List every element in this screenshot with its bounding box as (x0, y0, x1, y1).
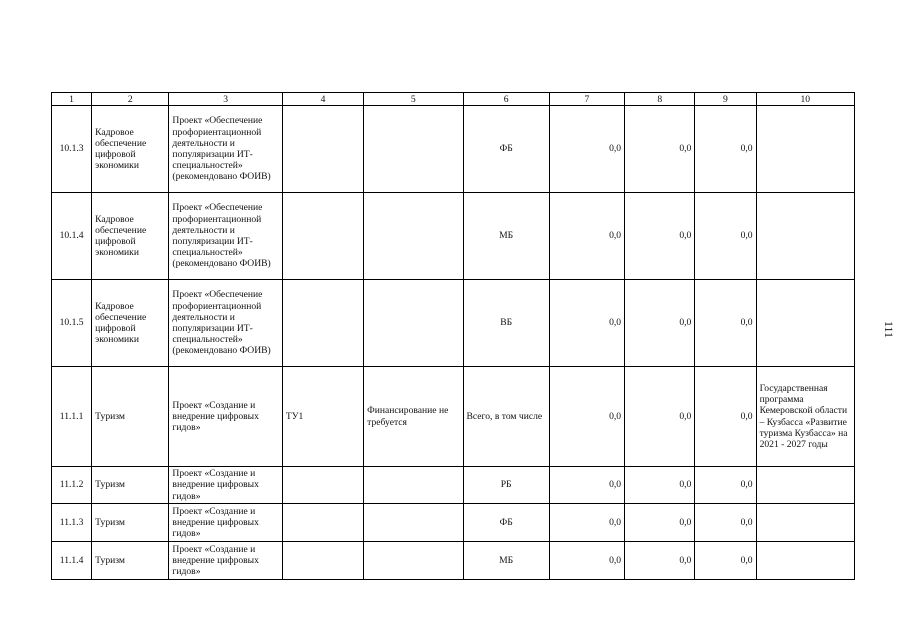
column-header: 7 (549, 93, 624, 106)
program-cell (756, 280, 854, 367)
code-cell: ТУ1 (282, 367, 363, 467)
code-cell (282, 467, 363, 504)
column-header: 10 (756, 93, 854, 106)
program-cell (756, 106, 854, 193)
row-number-cell: 11.1.3 (52, 504, 92, 542)
value-cell-9: 0,0 (695, 542, 756, 580)
value-cell-8: 0,0 (625, 467, 695, 504)
value-cell-8: 0,0 (625, 504, 695, 542)
table-body (52, 106, 855, 580)
value-cell-9: 0,0 (695, 280, 756, 367)
program-cell (756, 504, 854, 542)
financing-cell (364, 193, 463, 280)
table-row (52, 280, 855, 367)
column-header: 5 (364, 93, 463, 106)
program-cell (756, 542, 854, 580)
area-cell: Туризм (92, 504, 169, 542)
page-number: 111 (882, 320, 897, 339)
code-cell (282, 193, 363, 280)
source-cell: ФБ (463, 106, 549, 193)
value-cell-7: 0,0 (549, 280, 624, 367)
area-cell: Кадровое обеспечение цифровой экономики (92, 193, 169, 280)
value-cell-7: 0,0 (549, 106, 624, 193)
project-cell: Проект «Создание и внедрение цифровых гидов» (169, 504, 282, 542)
value-cell-8: 0,0 (625, 280, 695, 367)
source-cell: ФБ (463, 504, 549, 542)
budget-table (51, 92, 855, 580)
financing-cell (364, 542, 463, 580)
financing-cell (364, 106, 463, 193)
value-cell-7: 0,0 (549, 467, 624, 504)
value-cell-7: 0,0 (549, 504, 624, 542)
value-cell-8: 0,0 (625, 542, 695, 580)
table-row (52, 367, 855, 467)
project-cell: Проект «Создание и внедрение цифровых гидов» (169, 542, 282, 580)
column-header: 3 (169, 93, 282, 106)
project-cell: Проект «Создание и внедрение цифровых гидов» (169, 367, 282, 467)
column-header: 4 (282, 93, 363, 106)
source-cell: Всего, в том числе (463, 367, 549, 467)
value-cell-7: 0,0 (549, 367, 624, 467)
project-cell: Проект «Обеспечение профориентационной деятельности и популяризации ИТ-специальностей» (рекомендовано ФОИВ) (169, 280, 282, 367)
value-cell-9: 0,0 (695, 193, 756, 280)
area-cell: Туризм (92, 467, 169, 504)
financing-cell (364, 280, 463, 367)
code-cell (282, 280, 363, 367)
program-cell (756, 193, 854, 280)
project-cell: Проект «Создание и внедрение цифровых гидов» (169, 467, 282, 504)
column-header: 2 (92, 93, 169, 106)
header-row (52, 93, 855, 106)
program-cell (756, 467, 854, 504)
row-number-cell: 11.1.1 (52, 367, 92, 467)
column-header: 1 (52, 93, 92, 106)
value-cell-7: 0,0 (549, 193, 624, 280)
value-cell-8: 0,0 (625, 193, 695, 280)
value-cell-9: 0,0 (695, 367, 756, 467)
column-header: 9 (695, 93, 756, 106)
area-cell: Кадровое обеспечение цифровой экономики (92, 106, 169, 193)
value-cell-8: 0,0 (625, 367, 695, 467)
row-number-cell: 10.1.3 (52, 106, 92, 193)
source-cell: МБ (463, 193, 549, 280)
value-cell-9: 0,0 (695, 106, 756, 193)
program-cell: Государственная программа Кемеровской области – Кузбасса «Развитие туризма Кузбасса» на 2021 - 2027 годы (756, 367, 854, 467)
source-cell: ВБ (463, 280, 549, 367)
row-number-cell: 11.1.4 (52, 542, 92, 580)
area-cell: Туризм (92, 367, 169, 467)
value-cell-7: 0,0 (549, 542, 624, 580)
area-cell: Туризм (92, 542, 169, 580)
project-cell: Проект «Обеспечение профориентационной деятельности и популяризации ИТ-специальностей» (рекомендовано ФОИВ) (169, 193, 282, 280)
source-cell: МБ (463, 542, 549, 580)
value-cell-9: 0,0 (695, 504, 756, 542)
financing-cell: Финансирование не требуется (364, 367, 463, 467)
project-cell: Проект «Обеспечение профориентационной деятельности и популяризации ИТ-специальностей» (рекомендовано ФОИВ) (169, 106, 282, 193)
financing-cell (364, 467, 463, 504)
area-cell: Кадровое обеспечение цифровой экономики (92, 280, 169, 367)
financing-cell (364, 504, 463, 542)
code-cell (282, 106, 363, 193)
row-number-cell: 10.1.4 (52, 193, 92, 280)
value-cell-9: 0,0 (695, 467, 756, 504)
column-header: 8 (625, 93, 695, 106)
code-cell (282, 504, 363, 542)
row-number-cell: 10.1.5 (52, 280, 92, 367)
table-row (52, 467, 855, 504)
table-row (52, 542, 855, 580)
table-row (52, 106, 855, 193)
value-cell-8: 0,0 (625, 106, 695, 193)
code-cell (282, 542, 363, 580)
table-row (52, 504, 855, 542)
column-header: 6 (463, 93, 549, 106)
row-number-cell: 11.1.2 (52, 467, 92, 504)
source-cell: РБ (463, 467, 549, 504)
table-row (52, 193, 855, 280)
